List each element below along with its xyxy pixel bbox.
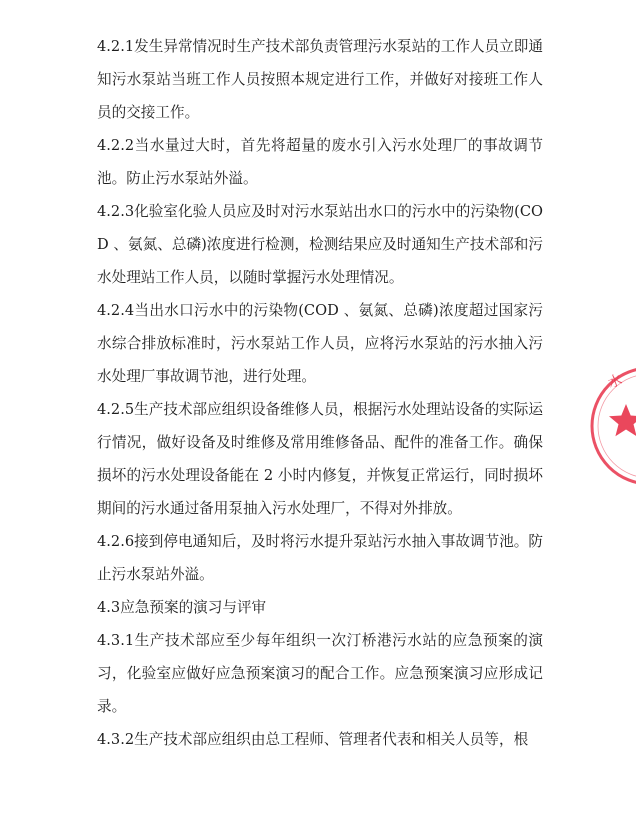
paragraph-4-2-1: 4.2.1发生异常情况时生产技术部负责管理污水泵站的工作人员立即通知污水泵站当班工作人员按照本规定进行工作，并做好对接班工作人员的交接工作。	[97, 38, 543, 121]
paragraph-4-3-1: 4.3.1生产技术部应至少每年组织一次汀桥港污水站的应急预案的演习，化验室应做好应急预案演习的配合工作。应急预案演习应形成记录。	[97, 632, 543, 715]
seal-icon	[588, 364, 636, 488]
seal-text: 水	[605, 371, 625, 392]
paragraph-4-2-2: 4.2.2当水量过大时，首先将超量的废水引入污水处理厂的事故调节池。防止污水泵站外溢。	[97, 137, 543, 187]
paragraph-4-3-2: 4.3.2生产技术部应组织由总工程师、管理者代表和相关人员等，根	[97, 731, 529, 748]
red-seal-stamp	[588, 364, 636, 488]
paragraph-4-2-6: 4.2.6接到停电通知后，及时将污水提升泵站污水抽入事故调节池。防止污水泵站外溢。	[97, 533, 543, 583]
document-body	[97, 30, 543, 756]
paragraph-4-2-5: 4.2.5生产技术部应组织设备维修人员，根据污水处理站设备的实际运行情况，做好设备及时维修及常用维修备品、配件的准备工作。确保损坏的污水处理设备能在 2 小时内修复，并恢复正常运行，同时损坏期间的污水通过备用泵抽入污水处理厂，不得对外排放。	[97, 401, 543, 517]
paragraph-4-2-3: 4.2.3化验室化验人员应及时对污水泵站出水口的污水中的污染物(COD 、氨氮、总磷)浓度进行检测，检测结果应及时通知生产技术部和污水处理站工作人员，以随时掌握污水处理情况。	[97, 203, 543, 286]
paragraph-4-2-4: 4.2.4当出水口污水中的污染物(COD 、氨氮、总磷)浓度超过国家污水综合排放标准时，污水泵站工作人员，应将污水泵站的污水抽入污水处理厂事故调节池，进行处理。	[97, 302, 543, 385]
section-heading-4-3: 4.3应急预案的演习与评审	[97, 599, 267, 616]
